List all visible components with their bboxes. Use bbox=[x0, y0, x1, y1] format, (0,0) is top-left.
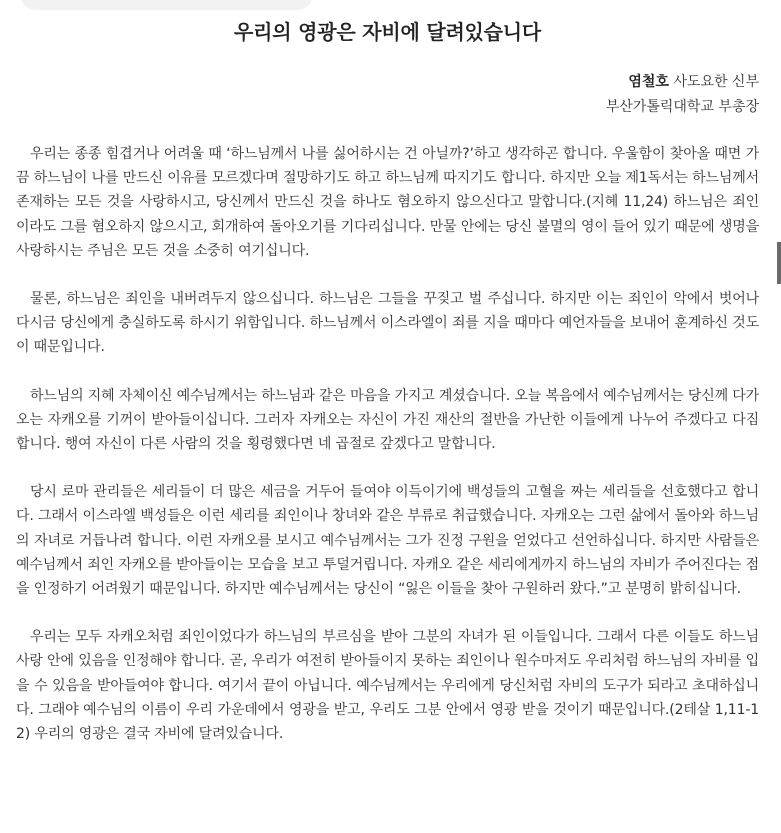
paragraph-3: 하느님의 지혜 자체이신 예수님께서는 하느님과 같은 마음을 가지고 계셨습니다. 오늘 복음에서 예수님께서는 당신께 다가오는 자캐오를 기꺼이 받아들이십니다. 그러자 자캐오는 자신이 가진 재산의 절반을 가난한 이들에게 나누어 주겠다고 다짐합니다. 행여 자신이 다른 사람의 것을 횡령했다면 네 곱절로 갚겠다고 말합니다. bbox=[16, 387, 759, 453]
author-affiliation: 부산가톨릭대학교 부총장 bbox=[605, 99, 759, 115]
paragraph-5: 우리는 모두 자캐오처럼 죄인이었다가 하느님의 부르심을 받아 그분의 자녀가 된 이들입니다. 그래서 다른 이들도 하느님 사랑 안에 있음을 인정해야 합니다. 곧, 우리가 여전히 받아들이지 못하는 죄인이나 원수마저도 우리처럼 하느님의 자비를 입을 수 있음을 받아들여야 합니다. 여기서 끝이 아닙니다. 예수님께서는 우리에게 당신처럼 자비의 도구가 되라고 초대하십니다. 그래야 예수님의 이름이 우리 가운데에서 영광을 받고, 우리도 그분 안에서 영광 받을 것이기 때문입니다.(2테살 1,11-12) 우리의 영광은 결국 자비에 달려있습니다. bbox=[16, 629, 759, 743]
paragraph-4: 당시 로마 관리들은 세리들이 더 많은 세금을 거두어 들여야 이득이기에 백성들의 고혈을 짜는 세리들을 선호했다고 합니다. 그래서 이스라엘 백성들은 이런 세리를 죄인이나 창녀와 같은 부류로 취급했습니다. 자캐오는 그런 삶에서 돌아와 하느님의 자녀로 거듭나려 합니다. 이런 자캐오를 보시고 예수님께서는 그가 진정 구원을 얻었다고 선언하십니다. 하지만 사람들은 예수님께서 죄인 자캐오를 받아들이는 모습을 보고 투덜거립니다. 자캐오 같은 세리에게까지 하느님의 자비가 주어진다는 점을 인정하기 어려웠기 때문입니다. 하지만 예수님께서는 당신이 “잃은 이들을 찾아 구원하러 왔다.”고 분명히 밝히십니다. bbox=[16, 484, 759, 598]
article-title: 우리의 영광은 자비에 달려있습니다 bbox=[233, 20, 542, 44]
article-body bbox=[16, 142, 759, 770]
author-line bbox=[606, 70, 759, 95]
byline bbox=[606, 70, 759, 120]
author-name: 염철호 bbox=[628, 74, 669, 90]
scrollbar-thumb[interactable] bbox=[777, 242, 781, 284]
top-tab-pill[interactable] bbox=[20, 0, 313, 10]
paragraph-2: 물론, 하느님은 죄인을 내버려두지 않으십니다. 하느님은 그들을 꾸짖고 벌 주십니다. 하지만 이는 죄인이 악에서 벗어나 다시금 당신에게 충실하도록 하시기 위함입니다. 하느님께서 이스라엘이 죄를 지을 때마다 예언자들을 보내어 훈계하신 것도 이 때문입니다. bbox=[16, 291, 759, 356]
paragraph-1: 우리는 종종 힘겹거나 어려울 때 ‘하느님께서 나를 싫어하시는 건 아닐까?’하고 생각하곤 합니다. 우울함이 찾아올 때면 가끔 하느님이 나를 만드신 이유를 모르겠다며 절망하기도 하고 하느님께 따지기도 합니다. 하지만 오늘 제1독서는 하느님께서 존재하는 모든 것을 사랑하시고, 당신께서 만드신 것을 하나도 혐오하지 않으신다고 말합니다.(지혜 11,24) 하느님은 죄인이라도 그를 혐오하지 않으시고, 회개하여 돌아오기를 기다리십니다. 만물 안에는 당신 불멸의 영이 들어 있기 때문에 생명을 사랑하시는 주님은 모든 것을 소중히 여기십니다. bbox=[16, 146, 759, 259]
author-role: 사도요한 신부 bbox=[673, 74, 759, 90]
